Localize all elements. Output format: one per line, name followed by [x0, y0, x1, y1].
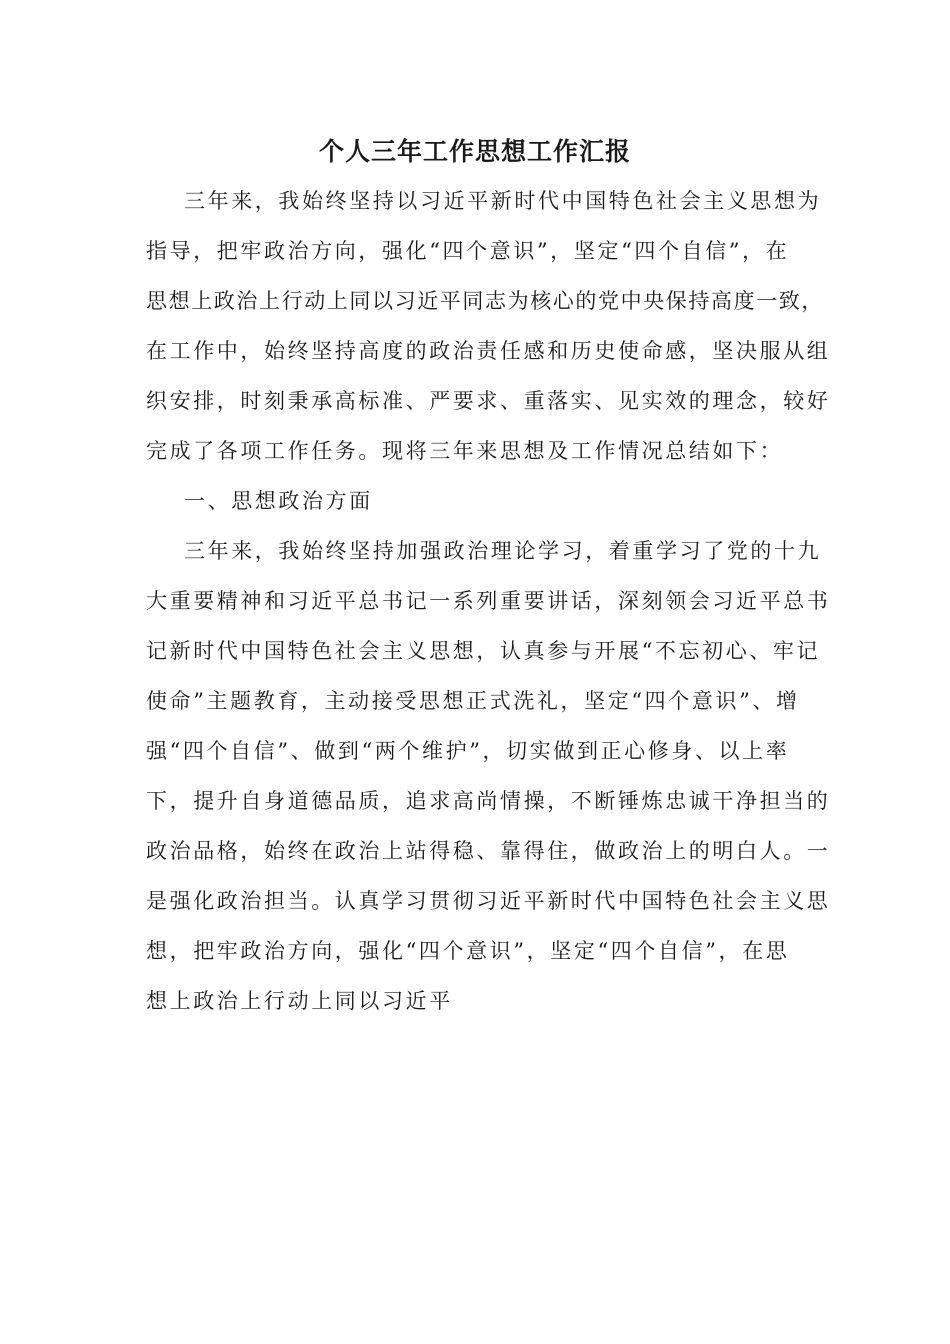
section-heading: 一、思想政治方面	[184, 489, 373, 513]
paragraph-line: 下，提升自身道德品质，追求高尚情操，不断锤炼忠诚干净担当的	[146, 789, 831, 813]
paragraph-line: 记新时代中国特色社会主义思想，认真参与开展“不忘初心、牢记	[146, 639, 821, 663]
paragraph-line: 想，把牢政治方向，强化“四个意识”，坚定“四个自信”，在思	[146, 939, 790, 963]
paragraph-line: 想上政治上行动上同以习近平	[146, 989, 453, 1013]
document-title: 个人三年工作思想工作汇报	[318, 137, 631, 166]
paragraph-line: 大重要精神和习近平总书记一系列重要讲话，深刻领会习近平总书	[146, 589, 831, 613]
paragraph-line: 强“四个自信”、做到“两个维护”，切实做到正心修身、以上率	[146, 739, 790, 763]
paragraph-line: 思想上政治上行动上同以习近平同志为核心的党中央保持高度一致，	[146, 289, 824, 313]
paragraph-line: 是强化政治担当。认真学习贯彻习近平新时代中国特色社会主义思	[146, 889, 831, 913]
paragraph-line: 在工作中，始终坚持高度的政治责任感和历史使命感，坚决服从组	[146, 339, 831, 363]
paragraph-line: 三年来，我始终坚持以习近平新时代中国特色社会主义思想为	[184, 189, 822, 213]
paragraph-line: 完成了各项工作任务。现将三年来思想及工作情况总结如下：	[146, 439, 784, 463]
paragraph-line: 三年来，我始终坚持加强政治理论学习，着重学习了党的十九	[184, 539, 822, 563]
paragraph-line: 政治品格，始终在政治上站得稳、靠得住，做政治上的明白人。一	[146, 839, 831, 863]
paragraph-line: 指导，把牢政治方向，强化“四个意识”，坚定“四个自信”，在	[146, 239, 790, 263]
paragraph-line: 使命”主题教育，主动接受思想正式洗礼，坚定“四个意识”、增	[146, 689, 800, 713]
paragraph-line: 织安排，时刻秉承高标准、严要求、重落实、见实效的理念，较好	[146, 389, 831, 413]
